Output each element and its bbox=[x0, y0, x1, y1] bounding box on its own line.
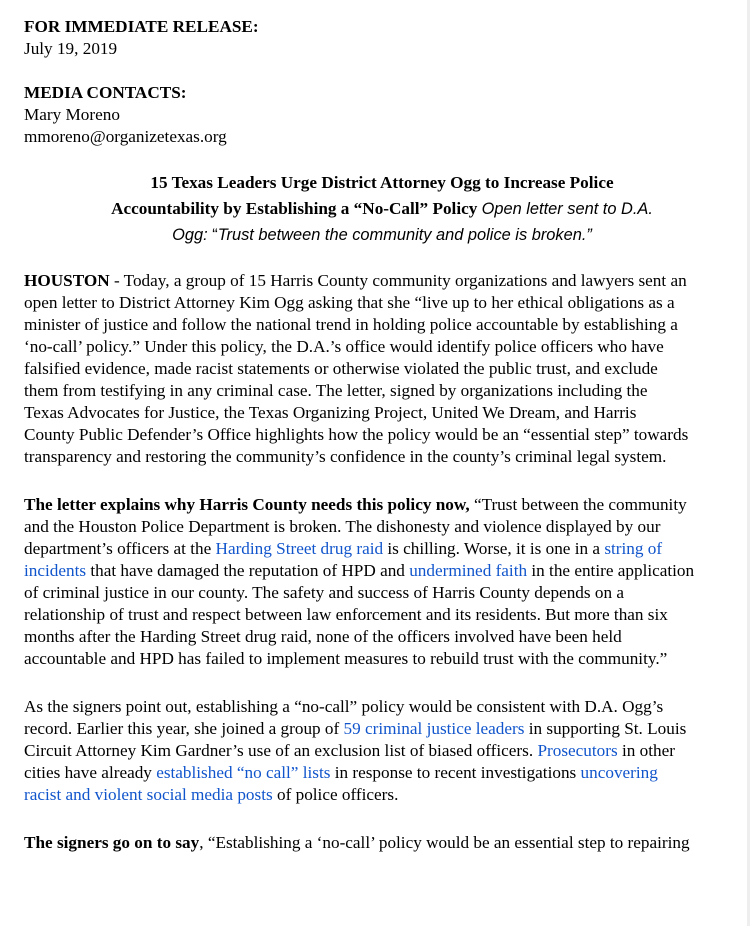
contact-name: Mary Moreno bbox=[24, 105, 120, 124]
paragraph-lead: The signers go on to say bbox=[24, 833, 200, 852]
release-date: July 19, 2019 bbox=[24, 39, 118, 58]
paragraph-signers-point-out: As the signers point out, establishing a “no-call” policy would be consistent with D.A. Ogg’s record. Earlier this year, she joined a group of 59 criminal justice leaders in supporting St. Louis Circuit Attorney Kim Gardner’s use of an exclusion list of biased officers. Prosecutors in other cities have already established “no call” lists in response to recent investigations uncovering racist and violent social media posts of police officers. bbox=[24, 697, 687, 804]
headline bbox=[24, 170, 740, 248]
paragraph-letter-explains: The letter explains why Harris County needs this policy now, “Trust between the community and the Houston Police Department is broken. The dishonesty and violence displayed by our department’s officers at the Harding Street drug raid is chilling. Worse, it is one in a string of incidents that have damaged the reputation of HPD and undermined faith in the entire application of criminal justice in our county. The safety and success of Harris County depends on a relationship of trust and respect between law enforcement and its residents. But more than six months after the Harding Street drug raid, none of the officers involved have been held accountable and HPD has failed to implement measures to rebuild trust with the community.” bbox=[24, 495, 695, 668]
subheadline-ogg: Ogg: bbox=[172, 226, 213, 244]
link-prosecutors[interactable]: Prosecutors bbox=[537, 741, 618, 760]
paragraph-houston: HOUSTON - Today, a group of 15 Harris County community organizations and lawyers sent an open letter to District Attorney Kim Ogg asking that she “live up to her ethical obligations as a minister of justice and follow the national trend in holding police accountable by establishing a ‘no-call’ policy.” Under this policy, the D.A.’s office would identify police officers who have falsified evidence, made racist statements or otherwise violated the public trust, and exclude them from testifying in any criminal case. The letter, signed by organizations including the Texas Advocates for Justice, the Texas Organizing Project, United We Dream, and Harris County Public Defender’s Office highlights how the policy would be an “essential step” towards transparency and restoring the community’s confidence in the county’s criminal legal system. bbox=[24, 271, 689, 466]
release-label: FOR IMMEDIATE RELEASE: bbox=[24, 17, 259, 36]
subheadline-quote-mark: “ bbox=[212, 226, 218, 244]
subheadline-start: Open letter sent to D.A. bbox=[481, 200, 653, 218]
link-string-of-incidents-cont[interactable]: incidents bbox=[24, 561, 87, 580]
paragraph-signers-go-on: The signers go on to say, “Establishing a ‘no-call’ policy would be an essential step to repairing bbox=[24, 833, 690, 852]
link-string-of-incidents[interactable]: string of bbox=[604, 539, 663, 558]
dateline: HOUSTON bbox=[24, 271, 110, 290]
headline-line-3 bbox=[24, 222, 740, 248]
headline-title-end: Accountability by Establishing a “No-Call” Policy bbox=[111, 199, 478, 218]
spacer bbox=[24, 60, 740, 82]
link-59-criminal-justice-leaders[interactable]: 59 criminal justice leaders bbox=[343, 719, 525, 738]
link-racist-violent-posts[interactable]: racist and violent social media posts bbox=[24, 785, 273, 804]
paragraph-lead: The letter explains why Harris County needs this policy now, bbox=[24, 495, 470, 514]
subheadline-quote: Trust between the community and police is broken.” bbox=[217, 226, 592, 244]
headline-line-1: 15 Texas Leaders Urge District Attorney Ogg to Increase Police bbox=[150, 173, 614, 192]
media-contacts-label: MEDIA CONTACTS: bbox=[24, 83, 187, 102]
contact-email: mmoreno@organizetexas.org bbox=[24, 127, 227, 146]
press-release-document bbox=[24, 16, 740, 854]
link-harding-street-drug-raid[interactable]: Harding Street drug raid bbox=[215, 539, 384, 558]
link-uncovering[interactable]: uncovering bbox=[580, 763, 658, 782]
headline-line-2 bbox=[24, 196, 740, 222]
release-header bbox=[24, 16, 740, 148]
link-undermined-faith[interactable]: undermined faith bbox=[409, 561, 528, 580]
link-established-no-call-lists[interactable]: established “no call” lists bbox=[156, 763, 331, 782]
